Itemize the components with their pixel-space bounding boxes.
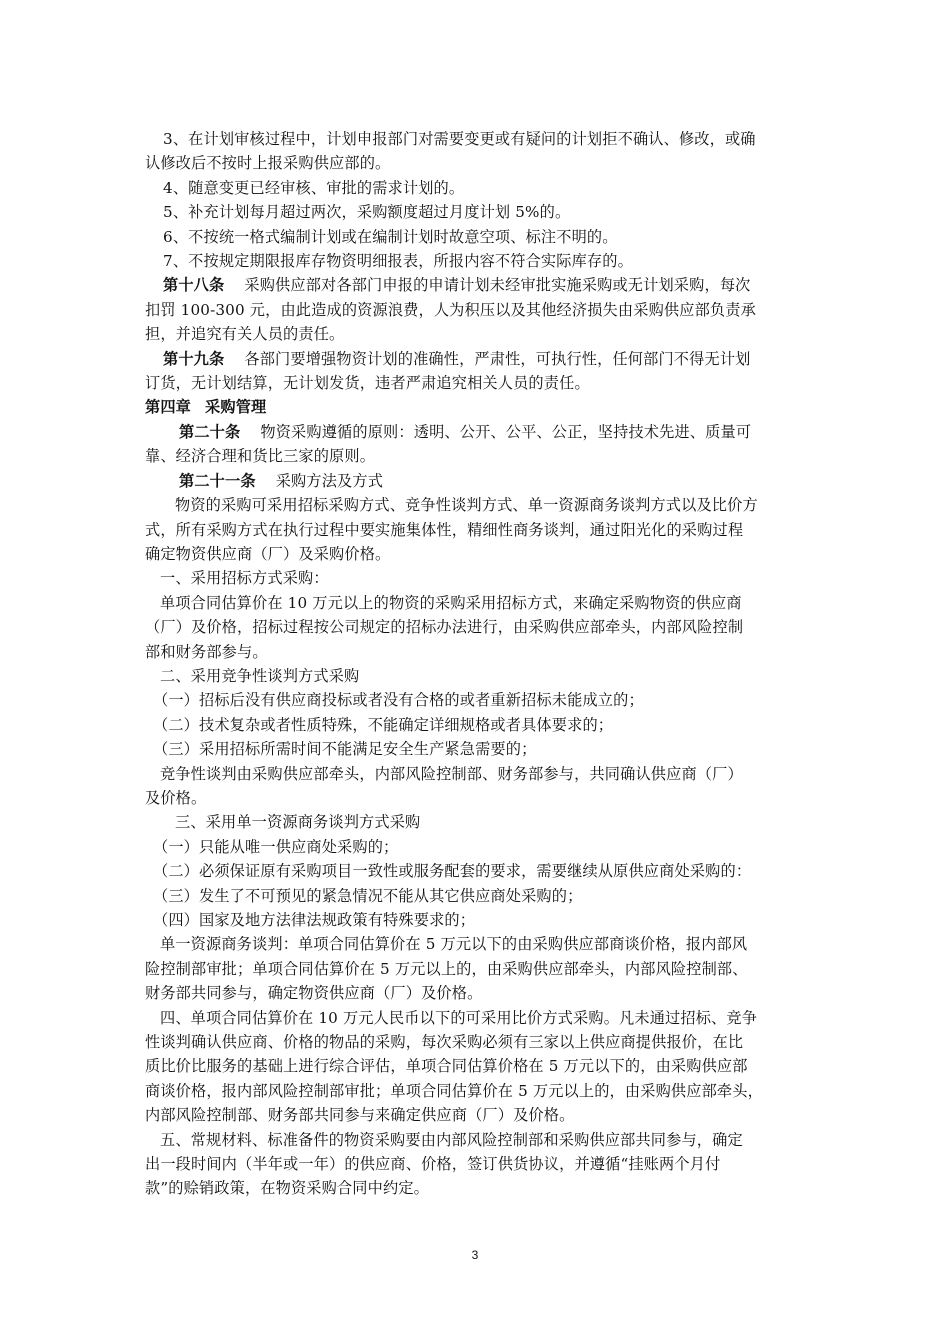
text-line: （一）招标后没有供应商投标或者没有合格的或者重新招标未能成立的； <box>153 691 644 710</box>
text-line: （四）国家及地方法律法规政策有特殊要求的； <box>153 911 476 929</box>
text-line: （二）必须保证原有采购项目一致性或服务配套的要求，需要继续从原供应商处采购的： <box>153 862 752 881</box>
text-line: 商谈价格，报内部风险控制部审批；单项合同估算价在 5 万元以上的，由采购供应部牵头， <box>145 1081 763 1100</box>
text-line: 出一段时间内（半年或一年）的供应商、价格，签订供货协议，并遵循“挂账两个月付 <box>145 1155 721 1174</box>
text-line: 质比价比服务的基础上进行综合评估，单项合同估算价格在 5 万元以下的，由采购供应部 <box>145 1057 748 1076</box>
text-line: 单一资源商务谈判：单项合同估算价在 5 万元以下的由采购供应部商谈价格，报内部风 <box>160 935 748 954</box>
text-line: 险控制部审批；单项合同估算价在 5 万元以上的，由采购供应部牵头，内部风险控制部、 <box>145 959 748 978</box>
article-21-text: 采购方法及方式 <box>275 471 384 490</box>
text-line: 内部风险控制部、财务部共同参与来确定供应商（厂）及价格。 <box>145 1106 575 1125</box>
text-line: 靠、经济合理和货比三家的原则。 <box>145 447 376 466</box>
article-21-title: 第二十一条 <box>179 471 256 490</box>
document-body <box>145 127 810 1201</box>
article-19-text: 各部门要增强物资计划的准确性，严肃性，可执行性，任何部门不得无计划 <box>244 349 751 368</box>
article-18 <box>145 273 810 297</box>
text-line: 五、常规材料、标准备件的物资采购要由内部风险控制部和采购供应部共同参与，确定 <box>160 1130 743 1149</box>
text-line: 部和财务部参与。 <box>145 642 268 661</box>
text-line: 单项合同估算价在 10 万元以上的物资的采购采用招标方式，来确定采购物资的供应商 <box>160 593 742 612</box>
text-line: （二）技术复杂或者性质特殊，不能确定详细规格或者具体要求的； <box>153 715 614 734</box>
text-line: 3、在计划审核过程中，计划申报部门对需要变更或有疑问的计划拒不确认、修改，或确 <box>163 130 756 148</box>
text-line: 担，并追究有关人员的责任。 <box>145 325 345 344</box>
text-line: 二、采用竞争性谈判方式采购 <box>160 666 360 685</box>
text-line: （厂）及价格，招标过程按公司规定的招标办法进行，由采购供应部牵头，内部风险控制 <box>145 618 744 637</box>
text-line: 4、随意变更已经审核、审批的需求计划的。 <box>163 178 465 197</box>
article-18-text: 采购供应部对各部门申报的申请计划未经审批实施采购或无计划采购，每次 <box>244 276 751 295</box>
text-line: 扣罚 100-300 元，由此造成的资源浪费，人为积压以及其他经济损失由采购供应部负责承 <box>145 300 756 319</box>
text-line: 物资的采购可采用招标采购方式、竞争性谈判方式、单一资源商务谈判方式以及比价方 <box>175 496 758 515</box>
text-line: 7、不按规定期限报库存物资明细报表，所报内容不符合实际库存的。 <box>163 252 633 271</box>
text-line: 订货，无计划结算，无计划发货，违者严肃追究相关人员的责任。 <box>145 374 590 393</box>
text-line: （三）采用招标所需时间不能满足安全生产紧急需要的； <box>153 740 537 759</box>
text-line: 5、补充计划每月超过两次，采购额度超过月度计划 5%的。 <box>163 203 571 222</box>
article-20-title: 第二十条 <box>179 422 241 441</box>
text-line: 竞争性谈判由采购供应部牵头，内部风险控制部、财务部参与，共同确认供应商（厂） <box>160 764 743 783</box>
article-21 <box>145 469 810 493</box>
text-line: 财务部共同参与，确定物资供应商（厂）及价格。 <box>145 984 483 1003</box>
text-line: 式，所有采购方式在执行过程中要实施集体性，精细性商务谈判，通过阳光化的采购过程 <box>145 520 744 539</box>
page-number: 3 <box>471 1248 479 1262</box>
text-line: 四、单项合同估算价在 10 万元人民币以下的可采用比价方式采购。凡未通过招标、竞争 <box>160 1008 758 1027</box>
article-19 <box>145 347 810 371</box>
article-20-text: 物资采购遵循的原则：透明、公开、公平、公正，坚持技术先进、质量可 <box>260 422 752 441</box>
text-line: 三、采用单一资源商务谈判方式采购 <box>175 813 421 832</box>
text-line: 6、不按统一格式编制计划或在编制计划时故意空项、标注不明的。 <box>163 227 618 246</box>
chapter-number: 第四章 <box>145 398 192 417</box>
text-line: （一）只能从唯一供应商处采购的； <box>153 837 399 856</box>
text-line: （三）发生了不可预见的紧急情况不能从其它供应商处采购的； <box>153 886 583 905</box>
text-line: 一、采用招标方式采购： <box>160 569 329 588</box>
chapter-heading <box>145 395 810 419</box>
text-line: 确定物资供应商（厂）及采购价格。 <box>145 544 391 563</box>
text-line: 款”的赊销政策，在物资采购合同中约定。 <box>145 1179 429 1198</box>
text-line: 及价格。 <box>145 788 207 807</box>
chapter-title: 采购管理 <box>205 398 267 417</box>
article-20 <box>145 420 810 444</box>
text-line: 性谈判确认供应商、价格的物品的采购，每次采购必须有三家以上供应商提供报价，在比 <box>145 1033 744 1052</box>
article-19-title: 第十九条 <box>163 349 225 368</box>
text-line: 认修改后不按时上报采购供应部的。 <box>145 154 391 173</box>
article-18-title: 第十八条 <box>163 276 225 295</box>
